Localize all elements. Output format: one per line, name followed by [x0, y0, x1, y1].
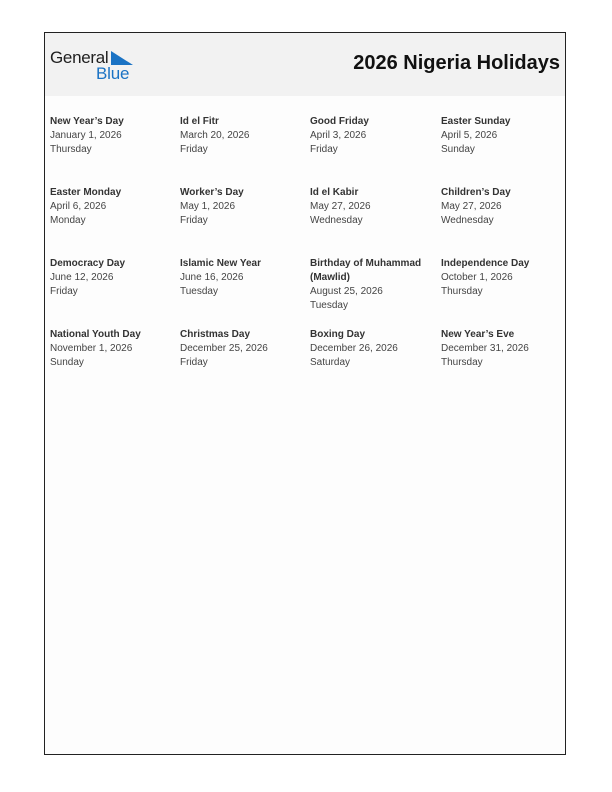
holiday-date: March 20, 2026 — [180, 130, 250, 141]
holiday-date: May 27, 2026 — [310, 201, 371, 212]
holiday-name: New Year’s Eve — [441, 329, 515, 340]
holiday-date: April 5, 2026 — [441, 130, 498, 141]
logo — [50, 48, 140, 82]
holiday-date: December 31, 2026 — [441, 343, 529, 354]
holiday-weekday: Friday — [180, 357, 208, 368]
holiday-weekday: Friday — [310, 144, 338, 155]
holiday-entry — [310, 328, 441, 399]
holiday-entry — [50, 328, 180, 399]
logo-word-blue: Blue — [96, 64, 130, 83]
logo-flag-icon — [111, 51, 133, 65]
holiday-weekday: Friday — [180, 215, 208, 226]
holiday-weekday: Friday — [180, 144, 208, 155]
holiday-entry — [180, 328, 310, 399]
holiday-weekday: Monday — [50, 215, 86, 226]
holiday-weekday: Sunday — [50, 357, 84, 368]
holiday-name: Worker’s Day — [180, 187, 244, 198]
holiday-weekday: Thursday — [50, 144, 92, 155]
holiday-date: May 27, 2026 — [441, 201, 502, 212]
holiday-entry — [180, 186, 310, 257]
holiday-date: January 1, 2026 — [50, 130, 122, 141]
holiday-date: June 12, 2026 — [50, 272, 114, 283]
holiday-weekday: Friday — [50, 286, 78, 297]
holiday-name: National Youth Day — [50, 329, 141, 340]
holiday-entry — [310, 186, 441, 257]
holiday-name: Children’s Day — [441, 187, 511, 198]
holiday-entry — [180, 257, 310, 328]
holiday-weekday: Tuesday — [310, 300, 348, 311]
logo-word-general: General — [50, 48, 109, 67]
holiday-name: Democracy Day — [50, 258, 126, 269]
holiday-entry — [50, 115, 180, 186]
holiday-date: December 26, 2026 — [310, 343, 398, 354]
page-title: 2026 Nigeria Holidays — [353, 52, 560, 74]
holiday-name: Easter Monday — [50, 187, 122, 198]
holiday-date: April 3, 2026 — [310, 130, 367, 141]
holiday-date: June 16, 2026 — [180, 272, 244, 283]
holiday-name: Christmas Day — [180, 329, 251, 340]
holiday-date: October 1, 2026 — [441, 272, 513, 283]
holiday-entry — [50, 257, 180, 328]
holiday-date: April 6, 2026 — [50, 201, 107, 212]
holiday-grid — [50, 115, 560, 399]
holiday-date: August 25, 2026 — [310, 286, 383, 297]
holiday-entry — [441, 257, 560, 328]
header — [45, 33, 565, 96]
holiday-name: Easter Sunday — [441, 116, 511, 127]
holiday-name: Id el Fitr — [180, 116, 219, 127]
holiday-weekday: Wednesday — [441, 215, 494, 226]
holiday-date: May 1, 2026 — [180, 201, 236, 212]
holiday-name: Boxing Day — [310, 329, 366, 340]
holiday-weekday: Sunday — [441, 144, 475, 155]
holiday-weekday: Wednesday — [310, 215, 363, 226]
holiday-entry — [180, 115, 310, 186]
page-frame — [44, 32, 566, 755]
holiday-weekday: Thursday — [441, 357, 483, 368]
holiday-date: December 25, 2026 — [180, 343, 268, 354]
holiday-entry — [310, 257, 441, 328]
holiday-weekday: Tuesday — [180, 286, 218, 297]
holiday-date: November 1, 2026 — [50, 343, 133, 354]
holiday-entry — [310, 115, 441, 186]
holiday-entry — [441, 186, 560, 257]
holiday-name: Independence Day — [441, 258, 530, 269]
holiday-name: Birthday of Muhammad (Mawlid) — [310, 258, 422, 283]
holiday-weekday: Saturday — [310, 357, 351, 368]
holiday-name: Islamic New Year — [180, 258, 261, 269]
holiday-entry — [441, 328, 560, 399]
holiday-name: New Year’s Day — [50, 116, 124, 127]
holiday-name: Id el Kabir — [310, 187, 359, 198]
holiday-entry — [50, 186, 180, 257]
holiday-weekday: Thursday — [441, 286, 483, 297]
holiday-name: Good Friday — [310, 116, 369, 127]
holiday-entry — [441, 115, 560, 186]
